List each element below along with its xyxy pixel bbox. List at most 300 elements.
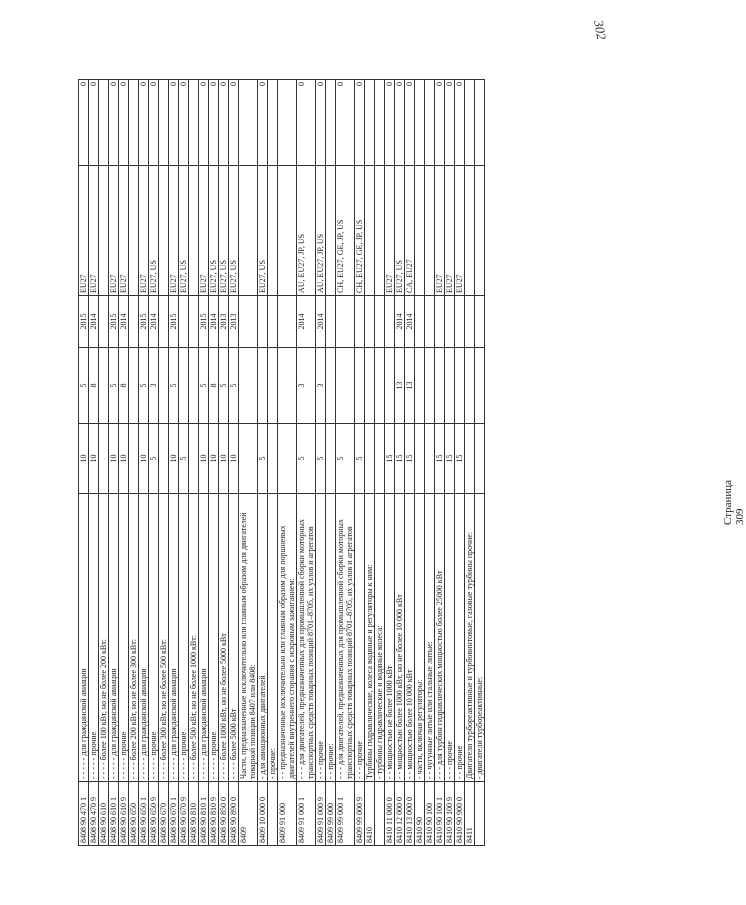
table-row: [445, 80, 455, 846]
final-rate-cell: 13: [395, 348, 405, 424]
last-cell: [159, 80, 169, 166]
countries-cell: [239, 166, 258, 296]
year-cell: 2015: [169, 296, 179, 348]
description-cell: - - - - - прочие: [89, 494, 99, 782]
table-row: [455, 80, 465, 846]
base-rate-cell: [475, 424, 485, 494]
table-row: [139, 80, 149, 846]
table-row: [336, 80, 355, 846]
year-cell: [425, 296, 435, 348]
last-cell: 0: [355, 80, 365, 166]
year-cell: [278, 296, 297, 348]
base-rate-cell: 15: [385, 424, 395, 494]
last-cell: 0: [385, 80, 395, 166]
year-cell: [129, 296, 139, 348]
description-cell: - - прочие:: [326, 494, 336, 782]
year-cell: [336, 296, 355, 348]
last-cell: [375, 80, 385, 166]
final-rate-cell: [355, 348, 365, 424]
base-rate-cell: 5: [179, 424, 189, 494]
description-cell: - - - для двигателей, предназначенных для промышленной сборки моторных транспортных средств товарных позиций 8701–8705, их узлов и агрегатов: [297, 494, 316, 782]
year-cell: [385, 296, 395, 348]
description-cell: - - - - - прочие: [179, 494, 189, 782]
last-cell: [475, 80, 485, 166]
code-cell: 8408 90 890 0: [229, 782, 239, 846]
code-cell: 8409 99 000: [326, 782, 336, 846]
countries-cell: [189, 166, 199, 296]
last-cell: [189, 80, 199, 166]
final-rate-cell: [258, 348, 268, 424]
table-row: [395, 80, 405, 846]
countries-cell: EU27, US: [395, 166, 405, 296]
code-cell: 8409 10 000 0: [258, 782, 268, 846]
code-cell: 8408 90 610: [99, 782, 109, 846]
year-cell: [159, 296, 169, 348]
code-cell: 8410 13 000 0: [405, 782, 415, 846]
countries-cell: EU27: [199, 166, 209, 296]
base-rate-cell: 15: [445, 424, 455, 494]
code-cell: 8408 90 470 9: [89, 782, 99, 846]
table-row: [258, 80, 268, 846]
base-rate-cell: 10: [229, 424, 239, 494]
description-cell: - - - - - прочие: [209, 494, 219, 782]
table-row: [149, 80, 159, 846]
table-row: [316, 80, 326, 846]
table-row: [385, 80, 395, 846]
tariff-table: [78, 79, 485, 846]
final-rate-cell: [99, 348, 109, 424]
last-cell: [129, 80, 139, 166]
description-cell: - - - прочие: [316, 494, 326, 782]
base-rate-cell: [189, 424, 199, 494]
last-cell: [278, 80, 297, 166]
last-cell: 0: [119, 80, 129, 166]
last-cell: 0: [79, 80, 89, 166]
code-cell: 8410 90 900 0: [455, 782, 465, 846]
table-row: [355, 80, 365, 846]
final-rate-cell: 5: [169, 348, 179, 424]
final-rate-cell: [278, 348, 297, 424]
countries-cell: EU27, US: [229, 166, 239, 296]
final-rate-cell: 3: [297, 348, 316, 424]
countries-cell: EU27, US: [149, 166, 159, 296]
countries-cell: [159, 166, 169, 296]
year-cell: [445, 296, 455, 348]
countries-cell: EU27: [435, 166, 445, 296]
code-cell: 8408 90 850 0: [219, 782, 229, 846]
final-rate-cell: 3: [316, 348, 326, 424]
year-cell: [189, 296, 199, 348]
base-rate-cell: 10: [119, 424, 129, 494]
code-cell: 8408 90 650: [129, 782, 139, 846]
countries-cell: [375, 166, 385, 296]
code-cell: 8410 12 000 0: [395, 782, 405, 846]
year-cell: 2015: [79, 296, 89, 348]
code-cell: [268, 782, 278, 846]
countries-cell: EU27: [119, 166, 129, 296]
final-rate-cell: 5: [139, 348, 149, 424]
description-cell: - прочие:: [268, 494, 278, 782]
countries-cell: CH, EU27, GE, JP, US: [355, 166, 365, 296]
base-rate-cell: 5: [336, 424, 355, 494]
countries-cell: EU27: [385, 166, 395, 296]
year-cell: 2014: [209, 296, 219, 348]
year-cell: 2014: [395, 296, 405, 348]
final-rate-cell: 5: [79, 348, 89, 424]
year-cell: 2013: [219, 296, 229, 348]
tariff-table-body: [79, 80, 485, 846]
year-cell: 2015: [199, 296, 209, 348]
countries-cell: EU27: [169, 166, 179, 296]
year-cell: [326, 296, 336, 348]
countries-cell: CH, EU27, GE, JP, US: [336, 166, 355, 296]
description-cell: - - - - более 500 кВт, но не более 1000 кВт:: [189, 494, 199, 782]
year-cell: 2014: [316, 296, 326, 348]
description-cell: Части, предназначенные исключительно или главным образом для двигателей товарной позиции 8407 или 8408:: [239, 494, 258, 782]
last-cell: [425, 80, 435, 166]
final-rate-cell: [425, 348, 435, 424]
final-rate-cell: [239, 348, 258, 424]
code-cell: 8409 99 000 9: [355, 782, 365, 846]
table-row: [435, 80, 445, 846]
table-row: [159, 80, 169, 846]
last-cell: [99, 80, 109, 166]
countries-cell: EU27: [445, 166, 455, 296]
countries-cell: [278, 166, 297, 296]
base-rate-cell: 10: [79, 424, 89, 494]
table-row: [475, 80, 485, 846]
base-rate-cell: 5: [149, 424, 159, 494]
base-rate-cell: 5: [297, 424, 316, 494]
final-rate-cell: 5: [199, 348, 209, 424]
year-cell: [475, 296, 485, 348]
base-rate-cell: [278, 424, 297, 494]
final-rate-cell: [475, 348, 485, 424]
last-cell: 0: [199, 80, 209, 166]
base-rate-cell: 10: [109, 424, 119, 494]
table-row: [89, 80, 99, 846]
countries-cell: EU27, US: [209, 166, 219, 296]
base-rate-cell: 5: [355, 424, 365, 494]
last-cell: 0: [435, 80, 445, 166]
last-cell: 0: [258, 80, 268, 166]
description-cell: - - - - более 300 кВт, но не более 500 кВт:: [159, 494, 169, 782]
last-cell: 0: [229, 80, 239, 166]
final-rate-cell: 8: [119, 348, 129, 424]
base-rate-cell: 5: [316, 424, 326, 494]
description-cell: - - - - - для гражданской авиации: [169, 494, 179, 782]
last-cell: 0: [445, 80, 455, 166]
last-cell: 0: [219, 80, 229, 166]
code-cell: 8409 91 000: [278, 782, 297, 846]
base-rate-cell: 15: [435, 424, 445, 494]
description-cell: - - - - более 5000 кВт: [229, 494, 239, 782]
countries-cell: EU27: [455, 166, 465, 296]
countries-cell: EU27: [79, 166, 89, 296]
final-rate-cell: [365, 348, 375, 424]
last-cell: 0: [405, 80, 415, 166]
table-row: [209, 80, 219, 846]
base-rate-cell: 15: [455, 424, 465, 494]
code-cell: 8409: [239, 782, 258, 846]
handwritten-page-number: 302: [591, 19, 610, 41]
table-row: [109, 80, 119, 846]
code-cell: 8408 90 470 1: [79, 782, 89, 846]
table-row: [179, 80, 189, 846]
description-cell: - - предназначенные исключительно или главным образом для поршневых двигателей внутреннего сгорания с искровым зажиганием:: [278, 494, 297, 782]
code-cell: 8409 91 000 9: [316, 782, 326, 846]
table-row: [239, 80, 258, 846]
final-rate-cell: [435, 348, 445, 424]
description-cell: - - - - - для гражданской авиации: [79, 494, 89, 782]
base-rate-cell: [129, 424, 139, 494]
countries-cell: EU27: [139, 166, 149, 296]
base-rate-cell: 10: [89, 424, 99, 494]
description-cell: - турбины гидравлические и водяные колеса:: [375, 494, 385, 782]
table-row: [229, 80, 239, 846]
year-cell: 2015: [139, 296, 149, 348]
table-row: [405, 80, 415, 846]
code-cell: 8408 90 670 1: [169, 782, 179, 846]
final-rate-cell: [336, 348, 355, 424]
countries-cell: [129, 166, 139, 296]
countries-cell: [475, 166, 485, 296]
code-cell: 8408 90 810: [189, 782, 199, 846]
table-row: [99, 80, 109, 846]
code-cell: 8408 90 610 9: [119, 782, 129, 846]
table-row: [129, 80, 139, 846]
description-cell: - - чугунные литые или стальные литые:: [425, 494, 435, 782]
base-rate-cell: [365, 424, 375, 494]
base-rate-cell: 15: [395, 424, 405, 494]
countries-cell: [326, 166, 336, 296]
description-cell: - - - - - для гражданской авиации: [139, 494, 149, 782]
final-rate-cell: 5: [109, 348, 119, 424]
year-cell: 2014: [297, 296, 316, 348]
code-cell: [475, 782, 485, 846]
code-cell: [375, 782, 385, 846]
year-cell: [365, 296, 375, 348]
final-rate-cell: [375, 348, 385, 424]
description-cell: Турбины гидравлические, колеса водяные и регуляторы к ним:: [365, 494, 375, 782]
year-cell: [268, 296, 278, 348]
base-rate-cell: [239, 424, 258, 494]
final-rate-cell: [189, 348, 199, 424]
year-cell: 2014: [119, 296, 129, 348]
table-row: [425, 80, 435, 846]
table-row: [119, 80, 129, 846]
base-rate-cell: 10: [209, 424, 219, 494]
last-cell: 0: [297, 80, 316, 166]
countries-cell: EU27: [109, 166, 119, 296]
code-cell: 8409 91 000 1: [297, 782, 316, 846]
countries-cell: EU27, US: [179, 166, 189, 296]
code-cell: 8410: [365, 782, 375, 846]
countries-cell: EU27, US: [219, 166, 229, 296]
countries-cell: [365, 166, 375, 296]
code-cell: 8408 90 670 9: [179, 782, 189, 846]
year-cell: [355, 296, 365, 348]
description-cell: - - - - - для гражданской авиации: [199, 494, 209, 782]
code-cell: 8410 90 100 1: [435, 782, 445, 846]
description-cell: - - мощностью более 10 000 кВт: [405, 494, 415, 782]
code-cell: 8410 90 100 9: [445, 782, 455, 846]
table-row: [465, 80, 475, 846]
countries-cell: [465, 166, 475, 296]
base-rate-cell: [326, 424, 336, 494]
last-cell: 0: [336, 80, 355, 166]
base-rate-cell: [159, 424, 169, 494]
final-rate-cell: [129, 348, 139, 424]
rotated-table-container: [78, 66, 613, 846]
last-cell: 0: [395, 80, 405, 166]
last-cell: 0: [209, 80, 219, 166]
base-rate-cell: 10: [219, 424, 229, 494]
description-cell: - для авиационных двигателей: [258, 494, 268, 782]
description-cell: - - - - более 1000 кВт, но не более 5000 кВт: [219, 494, 229, 782]
year-cell: [239, 296, 258, 348]
page-footer-label: Страница 309: [722, 479, 746, 525]
last-cell: [365, 80, 375, 166]
last-cell: 0: [179, 80, 189, 166]
code-cell: 8408 90 650 1: [139, 782, 149, 846]
table-row: [268, 80, 278, 846]
description-cell: - - - - - прочие: [149, 494, 159, 782]
final-rate-cell: [159, 348, 169, 424]
description-cell: - - - прочие: [445, 494, 455, 782]
last-cell: 0: [109, 80, 119, 166]
final-rate-cell: 8: [89, 348, 99, 424]
code-cell: 8410 90: [415, 782, 425, 846]
countries-cell: EU27: [89, 166, 99, 296]
code-cell: 8408 90 670: [159, 782, 169, 846]
table-row: [79, 80, 89, 846]
description-cell: Двигатели турбореактивные и турбовинтовые, газовые турбины прочие:: [465, 494, 475, 782]
year-cell: [99, 296, 109, 348]
base-rate-cell: 10: [169, 424, 179, 494]
description-cell: - двигатели турбореактивные:: [475, 494, 485, 782]
last-cell: [268, 80, 278, 166]
final-rate-cell: [179, 348, 189, 424]
year-cell: 2014: [89, 296, 99, 348]
description-cell: - - - прочие: [355, 494, 365, 782]
table-row: [326, 80, 336, 846]
code-cell: 8408 90 610 1: [109, 782, 119, 846]
year-cell: 2014: [405, 296, 415, 348]
base-rate-cell: [268, 424, 278, 494]
final-rate-cell: 8: [209, 348, 219, 424]
description-cell: - - мощностью более 1000 кВт, но не более 10 000 кВт: [395, 494, 405, 782]
year-cell: [415, 296, 425, 348]
final-rate-cell: 3: [149, 348, 159, 424]
description-cell: - - мощностью не более 1000 кВт: [385, 494, 395, 782]
final-rate-cell: [465, 348, 475, 424]
last-cell: 0: [139, 80, 149, 166]
final-rate-cell: [385, 348, 395, 424]
countries-cell: [99, 166, 109, 296]
code-cell: 8409 99 000 1: [336, 782, 355, 846]
final-rate-cell: [455, 348, 465, 424]
countries-cell: [268, 166, 278, 296]
last-cell: [465, 80, 475, 166]
year-cell: 2014: [149, 296, 159, 348]
last-cell: [239, 80, 258, 166]
code-cell: 8408 90 810 1: [199, 782, 209, 846]
last-cell: 0: [455, 80, 465, 166]
year-cell: [179, 296, 189, 348]
final-rate-cell: [445, 348, 455, 424]
description-cell: - - - - более 100 кВт, но не более 200 кВт:: [99, 494, 109, 782]
final-rate-cell: [326, 348, 336, 424]
countries-cell: AU, EU27, JP, US: [297, 166, 316, 296]
description-cell: - - - для турбин гидравлических мощностью более 25000 кВт: [435, 494, 445, 782]
base-rate-cell: 5: [258, 424, 268, 494]
description-cell: - - - - - прочие: [119, 494, 129, 782]
table-row: [297, 80, 316, 846]
year-cell: 2013: [229, 296, 239, 348]
countries-cell: [425, 166, 435, 296]
table-row: [199, 80, 209, 846]
countries-cell: CA, EU27: [405, 166, 415, 296]
year-cell: [375, 296, 385, 348]
base-rate-cell: [99, 424, 109, 494]
description-cell: - - прочие: [455, 494, 465, 782]
last-cell: 0: [316, 80, 326, 166]
table-row: [375, 80, 385, 846]
code-cell: 8408 90 810 9: [209, 782, 219, 846]
base-rate-cell: [415, 424, 425, 494]
last-cell: 0: [89, 80, 99, 166]
description-cell: - - - - более 200 кВт, но не более 300 кВт:: [129, 494, 139, 782]
base-rate-cell: 10: [199, 424, 209, 494]
final-rate-cell: 5: [229, 348, 239, 424]
code-cell: 8411: [465, 782, 475, 846]
table-row: [169, 80, 179, 846]
final-rate-cell: 13: [405, 348, 415, 424]
table-row: [365, 80, 375, 846]
code-cell: 8408 90 650 9: [149, 782, 159, 846]
last-cell: [326, 80, 336, 166]
base-rate-cell: 15: [405, 424, 415, 494]
countries-cell: [415, 166, 425, 296]
base-rate-cell: [375, 424, 385, 494]
countries-cell: AU, EU27, JP, US: [316, 166, 326, 296]
code-cell: 8410 90 100: [425, 782, 435, 846]
year-cell: [465, 296, 475, 348]
year-cell: [435, 296, 445, 348]
base-rate-cell: [425, 424, 435, 494]
base-rate-cell: [465, 424, 475, 494]
final-rate-cell: [415, 348, 425, 424]
last-cell: 0: [149, 80, 159, 166]
description-cell: - - - для двигателей, предназначенных для промышленной сборки моторных транспортных средств товарных позиций 8701–8705, их узлов и агрегатов: [336, 494, 355, 782]
final-rate-cell: [268, 348, 278, 424]
table-row: [278, 80, 297, 846]
last-cell: [415, 80, 425, 166]
last-cell: 0: [169, 80, 179, 166]
year-cell: [258, 296, 268, 348]
table-row: [219, 80, 229, 846]
table-row: [189, 80, 199, 846]
code-cell: 8410 11 000 0: [385, 782, 395, 846]
description-cell: - - - - - для гражданской авиации: [109, 494, 119, 782]
year-cell: [455, 296, 465, 348]
year-cell: 2015: [109, 296, 119, 348]
countries-cell: EU27, US: [258, 166, 268, 296]
table-row: [415, 80, 425, 846]
final-rate-cell: 5: [219, 348, 229, 424]
base-rate-cell: 10: [139, 424, 149, 494]
